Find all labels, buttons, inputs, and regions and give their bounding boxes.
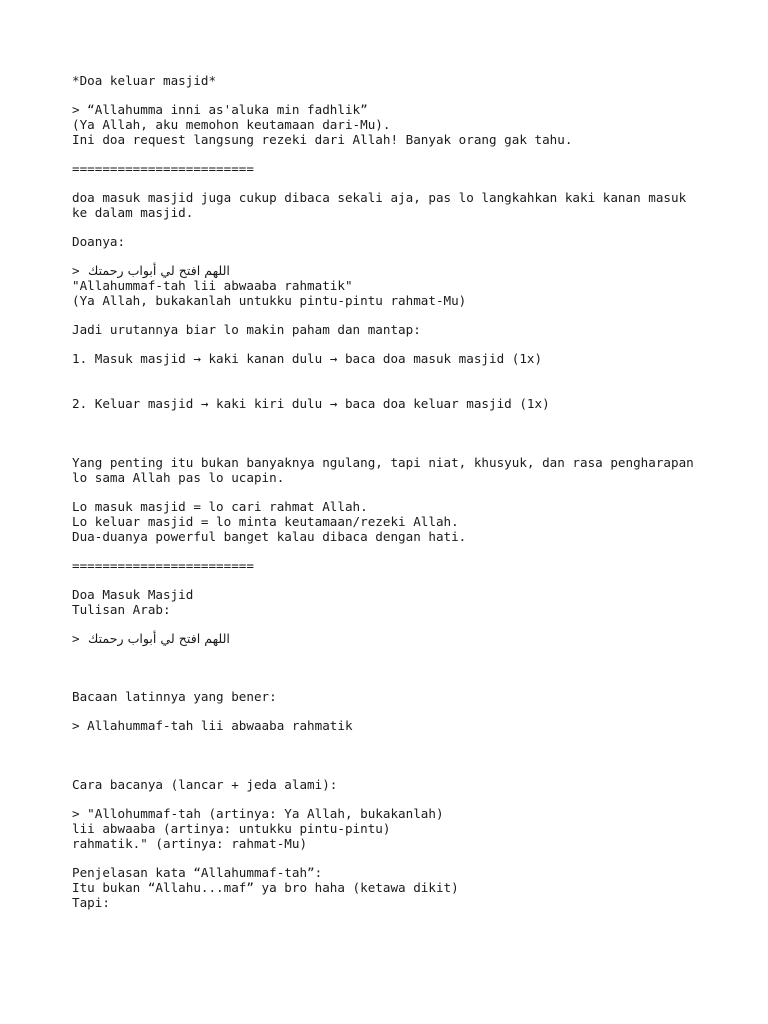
text-line: Penjelasan kata “Allahummaf-tah”: (72, 865, 323, 880)
text-line: Cara bacanya (lancar + jeda alami): (72, 777, 338, 792)
text-line: Tulisan Arab: (72, 602, 171, 617)
text-line: Yang penting itu bukan banyaknya ngulang, tapi niat, khusyuk, dan rasa pengharapan (72, 455, 694, 470)
quote-marker: > (72, 263, 88, 278)
arabic-text: اللهم افتح لي أبواب رحمتك (88, 263, 230, 278)
text-line: Doanya: (72, 234, 126, 249)
arabic-text: اللهم افتح لي أبواب رحمتك (88, 631, 230, 646)
text-line: > “Allahumma inni as'aluka min fadhlik” (72, 102, 368, 117)
list-item: 2. Keluar masjid → kaki kiri dulu → baca doa keluar masjid (1x) (72, 396, 550, 411)
separator-line: ======================== (72, 161, 254, 176)
text-line: lo sama Allah pas lo ucapin. (72, 470, 285, 485)
text-line: > Allahummaf-tah lii abwaaba rahmatik (72, 718, 353, 733)
section-heading: Doa Masuk Masjid (72, 587, 194, 602)
text-line: (Ya Allah, bukakanlah untukku pintu-pintu rahmat-Mu) (72, 293, 467, 308)
text-line: (Ya Allah, aku memohon keutamaan dari-Mu). (72, 117, 391, 132)
text-line: rahmatik." (artinya: rahmat-Mu) (72, 836, 308, 851)
text-line: > "Allohummaf-tah (artinya: Ya Allah, bukakanlah) (72, 806, 444, 821)
text-line: Lo keluar masjid = lo minta keutamaan/rezeki Allah. (72, 514, 459, 529)
text-line: lii abwaaba (artinya: untukku pintu-pintu) (72, 821, 391, 836)
text-line: Jadi urutannya biar lo makin paham dan mantap: (72, 322, 421, 337)
separator-line: ======================== (72, 558, 254, 573)
doc-title: *Doa keluar masjid* (72, 73, 217, 88)
text-line: ke dalam masjid. (72, 205, 194, 220)
quote-marker: > (72, 631, 88, 646)
text-line: doa masuk masjid juga cukup dibaca sekali aja, pas lo langkahkan kaki kanan masuk (72, 190, 687, 205)
text-line: Itu bukan “Allahu...maf” ya bro haha (ketawa dikit) (72, 880, 459, 895)
text-line: "Allahummaf-tah lii abwaaba rahmatik" (72, 278, 353, 293)
text-line: Ini doa request langsung rezeki dari Allah! Banyak orang gak tahu. (72, 132, 573, 147)
text-line: Dua-duanya powerful banget kalau dibaca dengan hati. (72, 529, 467, 544)
list-item: 1. Masuk masjid → kaki kanan dulu → baca doa masuk masjid (1x) (72, 351, 543, 366)
text-line: Tapi: (72, 895, 110, 910)
text-line: Lo masuk masjid = lo cari rahmat Allah. (72, 499, 368, 514)
text-line: Bacaan latinnya yang bener: (72, 689, 277, 704)
